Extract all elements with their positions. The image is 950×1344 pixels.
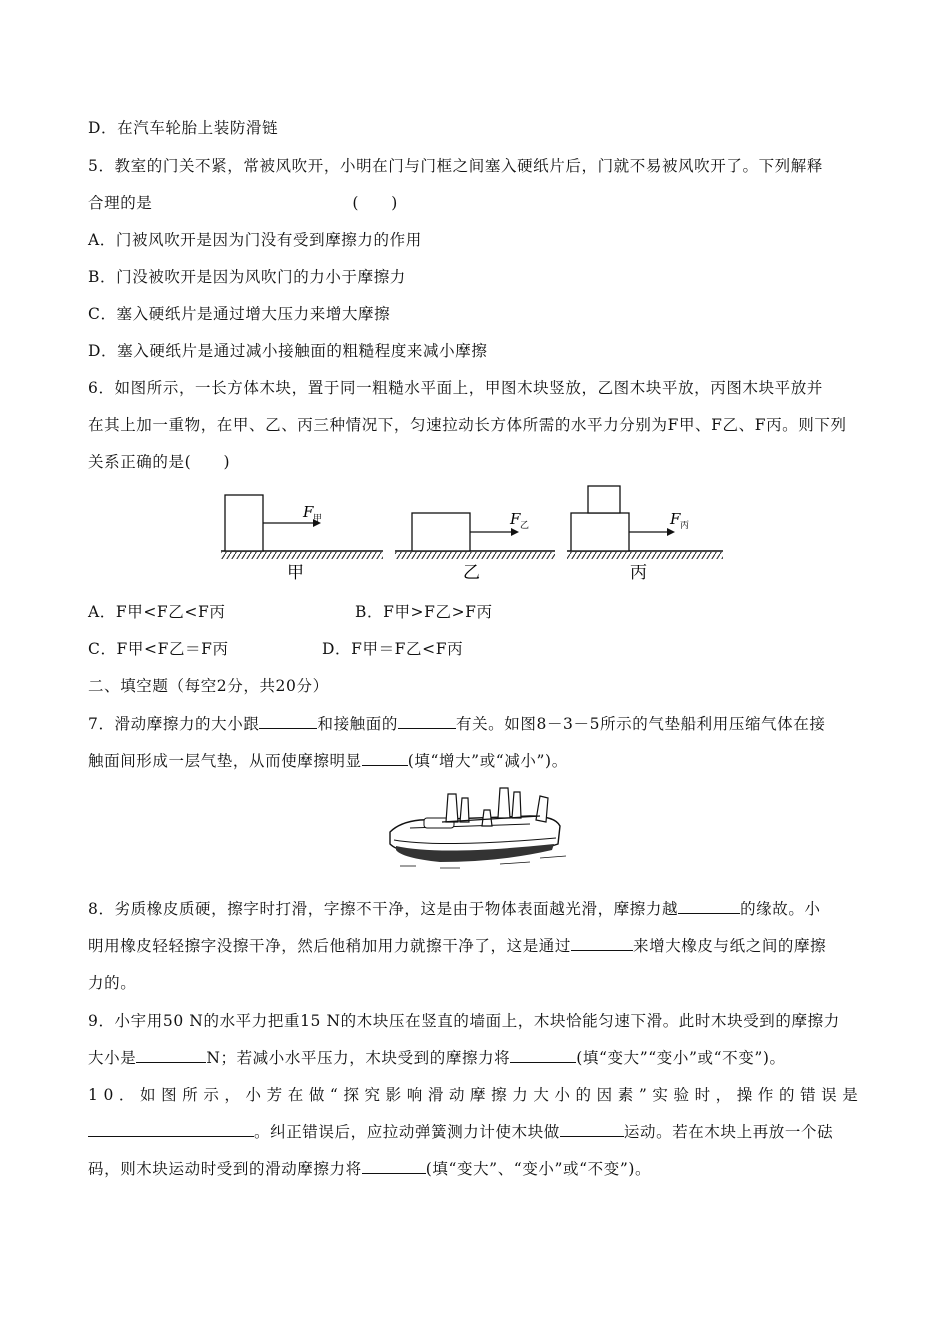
q9-blank-1[interactable]	[136, 1048, 206, 1063]
q10-line2	[88, 1122, 833, 1142]
block-vertical	[225, 495, 263, 551]
q6-option-c: C．F甲<F乙＝F丙	[88, 640, 229, 658]
figure-jia	[221, 495, 383, 582]
q8-line1	[88, 899, 821, 919]
figure-yi	[395, 510, 555, 582]
q10-text-c: 码，则木块运动时受到的滑动摩擦力将	[88, 1160, 362, 1178]
q5-stem-line2	[88, 193, 398, 213]
q7-line1	[88, 714, 825, 734]
q6-option-b: B．F甲>F乙>F丙	[355, 603, 493, 621]
added-weight	[588, 486, 620, 513]
q9-text-a: 大小是	[88, 1049, 137, 1067]
q4-option-d: D．在汽车轮胎上装防滑链	[88, 119, 279, 137]
q6-option-d: D．F甲＝F乙<F丙	[322, 640, 464, 658]
q7-blank-2[interactable]	[398, 714, 456, 729]
section-heading: 二、填空题（每空2分，共20分）	[88, 677, 329, 695]
figure-label-jia: 甲	[287, 563, 304, 582]
q7-text-e: (填“增大”或“减小”)。	[407, 752, 568, 770]
q7-text-d: 触面间形成一层气垫，从而使摩擦明显	[88, 752, 362, 770]
q8-text-c: 明用橡皮轻轻擦字没擦干净，然后他稍加用力就擦干净了，这是通过	[88, 937, 572, 955]
q5-option-d: D．塞入硬纸片是通过减小接触面的粗糙程度来减小摩擦	[88, 342, 488, 360]
block-flat-loaded	[571, 513, 629, 551]
force-label-yi: F	[510, 510, 521, 528]
q5-option-a: A．门被风吹开是因为门没有受到摩擦力的作用	[88, 231, 422, 249]
q7-text-c: 有关。如图8－3－5所示的气垫船利用压缩气体在接	[455, 715, 826, 733]
q6-stem-line3: 关系正确的是( )	[88, 453, 231, 471]
q7-line2	[88, 751, 568, 771]
q6-stem-line2: 在其上加一重物，在甲、乙、丙三种情况下，匀速拉动长方体所需的水平力分别为F甲、F乙、F丙。则下列	[88, 416, 847, 434]
q6-stem-line1: 6．如图所示，一长方体木块，置于同一粗糙水平面上，甲图木块竖放，乙图木块平放，丙图木块平放并	[88, 379, 823, 397]
q9-line1: 9．小宇用50 N的水平力把重15 N的木块压在竖直的墙面上，木块恰能匀速下滑。此时木块受到的摩擦力	[88, 1012, 840, 1030]
force-sub-bing: 丙	[680, 521, 690, 531]
q8-line2	[88, 936, 826, 956]
q6-friction-figure	[215, 482, 735, 582]
figure-label-yi: 乙	[463, 563, 480, 582]
force-sub-yi: 乙	[520, 521, 530, 531]
q9-blank-2[interactable]	[510, 1048, 576, 1063]
q10-text-b: 运动。若在木块上再放一个砝	[623, 1123, 834, 1141]
q5-stem-text: 合理的是	[88, 194, 153, 212]
q5-option-c: C．塞入硬纸片是通过增大压力来增大摩擦	[88, 305, 391, 323]
hovercraft-illustration	[380, 782, 570, 870]
q9-text-b: N；若减小水平压力，木块受到的摩擦力将	[206, 1049, 511, 1067]
q9-line2	[88, 1048, 786, 1068]
force-sub-jia: 甲	[313, 514, 323, 524]
q9-text-c: (填“变大”“变小”或“不变”)。	[576, 1049, 786, 1067]
q7-text-a: 7．滑动摩擦力的大小跟	[88, 715, 260, 733]
q10-text-a: 。纠正错误后，应拉动弹簧测力计使木块做	[254, 1123, 560, 1141]
q8-text-a: 8．劣质橡皮质硬，擦字时打滑，字擦不干净，这是由于物体表面越光滑，摩擦力越	[88, 900, 679, 918]
figure-label-bing: 丙	[630, 563, 647, 582]
q10-blank-1[interactable]	[88, 1122, 254, 1137]
block-flat	[412, 513, 470, 551]
q5-stem-line1: 5．教室的门关不紧，常被风吹开，小明在门与门框之间塞入硬纸片后，门就不易被风吹开了。下列解释	[88, 157, 823, 175]
q7-blank-3[interactable]	[362, 751, 408, 766]
q8-text-b: 的缘故。小	[740, 900, 821, 918]
q10-text-d: (填“变大”、“变小”或“不变”)。	[425, 1160, 652, 1178]
q7-blank-1[interactable]	[259, 714, 317, 729]
q6-option-a: A．F甲<F乙<F丙	[88, 603, 226, 621]
q8-blank-1[interactable]	[678, 899, 740, 914]
q5-answer-bracket: ( )	[352, 194, 398, 212]
q8-blank-2[interactable]	[571, 936, 633, 951]
q10-line3	[88, 1159, 651, 1179]
q5-option-b: B．门没被吹开是因为风吹门的力小于摩擦力	[88, 268, 406, 286]
q7-text-b: 和接触面的	[317, 715, 398, 733]
q8-line3: 力的。	[88, 974, 137, 992]
q10-line1: 10．如图所示，小芳在做“探究影响滑动摩擦力大小的因素”实验时，操作的错误是	[88, 1086, 864, 1104]
force-label-bing: F	[670, 510, 681, 528]
figure-bing	[567, 486, 723, 582]
force-label-jia: F	[303, 503, 314, 521]
q8-text-d: 来增大橡皮与纸之间的摩擦	[633, 937, 827, 955]
q10-blank-3[interactable]	[362, 1159, 426, 1174]
q10-blank-2[interactable]	[560, 1122, 624, 1137]
